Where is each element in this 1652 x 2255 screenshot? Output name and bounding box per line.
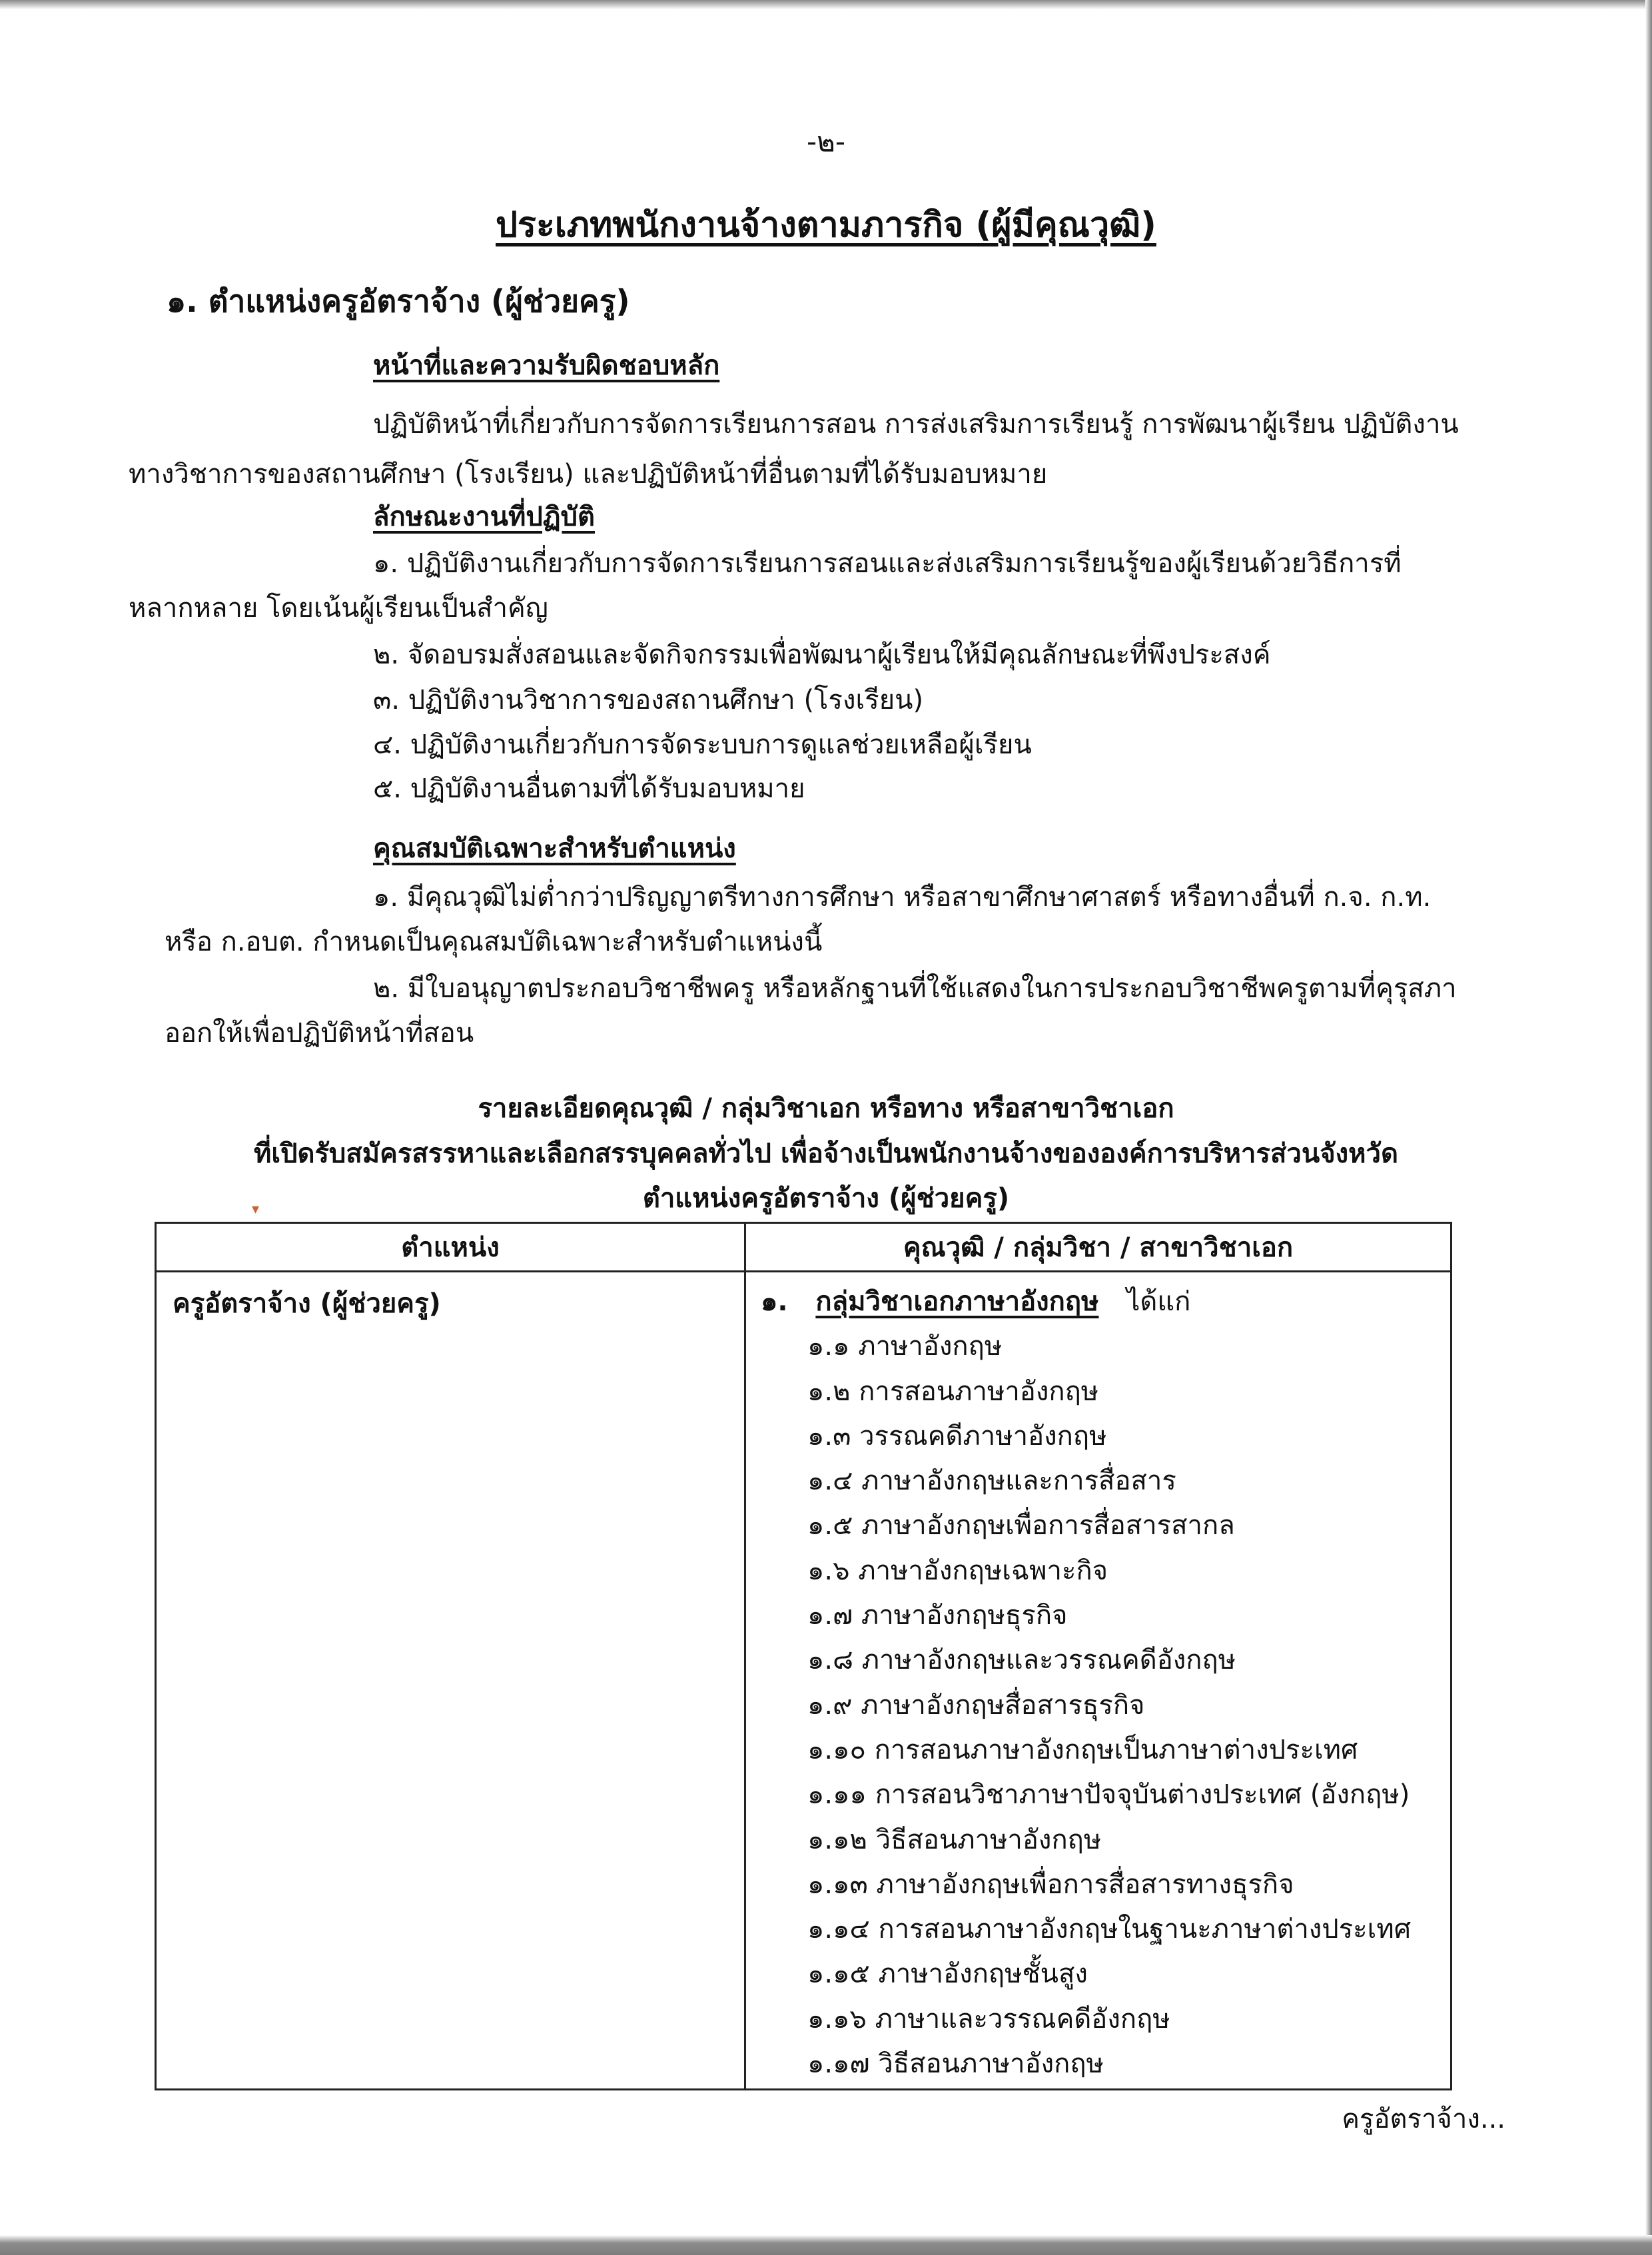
list-item: ๑.๘ ภาษาอังกฤษและวรรณคดีอังกฤษ (807, 1645, 1236, 1676)
list-item: ๑.๔ ภาษาอังกฤษและการสื่อสาร (807, 1466, 1176, 1497)
duties-line-1: ปฏิบัติหน้าที่เกี่ยวกับการจัดการเรียนการสอน การส่งเสริมการเรียนรู้ การพัฒนาผู้เรียน ปฏิบัติงาน (373, 409, 1459, 440)
qual-line-2-cont: ออกให้เพื่อปฏิบัติหน้าที่สอน (165, 1018, 474, 1049)
qual-line-1: ๑. มีคุณวุฒิไม่ต่ำกว่าปริญญาตรีทางการศึกษา หรือสาขาศึกษาศาสตร์ หรือทางอื่นที่ ก.จ. ก.ท. (373, 882, 1432, 913)
work-line-3: ๓. ปฏิบัติงานวิชาการของสถานศึกษา (โรงเรียน) (373, 685, 924, 715)
list-item: ๑.๑๔ การสอนภาษาอังกฤษในฐานะภาษาต่างประเทศ (807, 1914, 1412, 1945)
work-line-1: ๑. ปฏิบัติงานเกี่ยวกับการจัดการเรียนการสอนและส่งเสริมการเรียนรู้ของผู้เรียนด้วยวิธีการที่ (373, 548, 1402, 579)
table-title-line-2: ที่เปิดรับสมัครสรรหาและเลือกสรรบุคคลทั่วไป เพื่อจ้างเป็นพนักงานจ้างขององค์การบริหารส่วนจังหวัด (254, 1138, 1398, 1169)
list-item: ๑.๑๒ วิธีสอนภาษาอังกฤษ (807, 1824, 1102, 1855)
list-item: ๑.๑๑ การสอนวิชาภาษาปัจจุบันต่างประเทศ (อังกฤษ) (807, 1779, 1410, 1811)
scan-mark: ▾ (252, 1201, 260, 1218)
scan-edge-right (1645, 0, 1652, 2255)
qual-heading: คุณสมบัติเฉพาะสำหรับตำแหน่ง (373, 833, 736, 864)
work-line-2: ๒. จัดอบรมสั่งสอนและจัดกิจกรรมเพื่อพัฒนาผู้เรียนให้มีคุณลักษณะที่พึงประสงค์ (373, 640, 1271, 670)
scan-edge-top (0, 0, 1652, 9)
duties-line-2: ทางวิชาการของสถานศึกษา (โรงเรียน) และปฏิบัติหน้าที่อื่นตามที่ได้รับมอบหมาย (129, 459, 1048, 490)
category-item (761, 1282, 1450, 1326)
position-cell: ครูอัตราจ้าง (ผู้ช่วยครู) (156, 1272, 745, 2090)
table-row (156, 1272, 1451, 2090)
category-number: ๑. (761, 1286, 788, 1317)
list-item: ๑.๑ ภาษาอังกฤษ (807, 1331, 1003, 1362)
duties-heading: หน้าที่และความรับผิดชอบหลัก (373, 350, 720, 381)
page-title (0, 197, 1652, 252)
header-position: ตำแหน่ง (156, 1223, 745, 1272)
category-label: กลุ่มวิชาเอกภาษาอังกฤษ (815, 1286, 1099, 1317)
list-item: ๑.๕ ภาษาอังกฤษเพื่อการสื่อสารสากล (807, 1510, 1235, 1542)
list-item: ๑.๙ ภาษาอังกฤษสื่อสารธุรกิจ (807, 1689, 1145, 1721)
list-item: ๑.๓ วรรณคดีภาษาอังกฤษ (807, 1420, 1107, 1452)
list-item: ๑.๑๖ ภาษาและวรรณคดีอังกฤษ (807, 2003, 1170, 2034)
work-heading: ลักษณะงานที่ปฏิบัติ (373, 502, 596, 532)
list-item: ๑.๗ ภาษาอังกฤษธุรกิจ (807, 1600, 1068, 1631)
list-item: ๑.๖ ภาษาอังกฤษเฉพาะกิจ (807, 1555, 1108, 1586)
work-line-1-cont: หลากหลาย โดยเน้นผู้เรียนเป็นสำคัญ (129, 593, 548, 624)
table-title-line-3: ตำแหน่งครูอัตราจ้าง (ผู้ช่วยครู) (642, 1183, 1010, 1214)
list-item: ๑.๑๗ วิธีสอนภาษาอังกฤษ (807, 2048, 1104, 2080)
list-item: ๑.๒ การสอนภาษาอังกฤษ (807, 1376, 1099, 1407)
section-heading: ๑. ตำแหน่งครูอัตราจ้าง (ผู้ช่วยครู) (167, 283, 630, 319)
table-header-row (156, 1223, 1451, 1272)
qualification-cell (745, 1272, 1451, 2090)
continuation-note: ครูอัตราจ้าง... (1342, 2104, 1505, 2134)
list-item: ๑.๑๐ การสอนภาษาอังกฤษเป็นภาษาต่างประเทศ (807, 1734, 1358, 1765)
table-title-line-1: รายละเอียดคุณวุฒิ / กลุ่มวิชาเอก หรือทาง หรือสาขาวิชาเอก (478, 1093, 1174, 1124)
page-number: -๒- (807, 125, 845, 158)
page-title-text: ประเภทพนักงานจ้างตามภารกิจ (ผู้มีคุณวุฒิ) (496, 205, 1156, 245)
work-line-4: ๔. ปฏิบัติงานเกี่ยวกับการจัดระบบการดูแลช่วยเหลือผู้เรียน (373, 729, 1032, 760)
work-line-5: ๕. ปฏิบัติงานอื่นตามที่ได้รับมอบหมาย (373, 773, 805, 804)
header-qualification: คุณวุฒิ / กลุ่มวิชา / สาขาวิชาเอก (745, 1223, 1451, 1272)
qual-line-2: ๒. มีใบอนุญาตประกอบวิชาชีพครู หรือหลักฐานที่ใช้แสดงในการประกอบวิชาชีพครูตามที่คุรุสภา (373, 973, 1457, 1004)
list-item: ๑.๑๕ ภาษาอังกฤษชั้นสูง (807, 1959, 1088, 1990)
scan-edge-bottom (0, 2235, 1652, 2255)
category-suffix: ได้แก่ (1126, 1286, 1191, 1317)
list-item: ๑.๑๓ ภาษาอังกฤษเพื่อการสื่อสารทางธุรกิจ (807, 1869, 1294, 1900)
qual-line-1-cont: หรือ ก.อบต. กำหนดเป็นคุณสมบัติเฉพาะสำหรับตำแหน่งนี้ (165, 927, 823, 957)
major-list (746, 1272, 1450, 2088)
qualification-table (155, 1222, 1452, 2090)
